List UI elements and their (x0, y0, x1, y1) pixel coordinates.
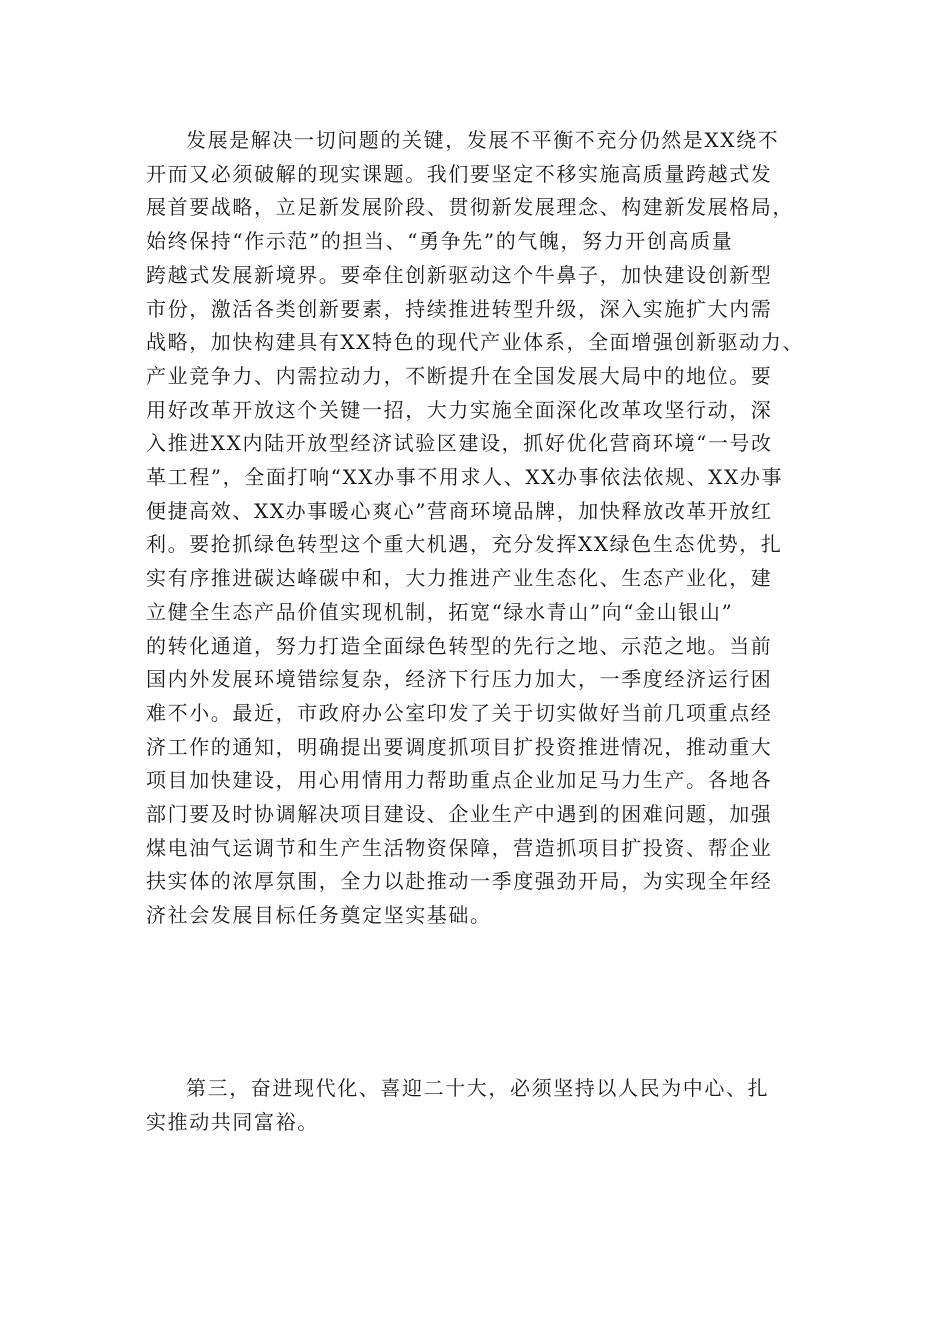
paragraph-line: 的转化通道，努力打造全面绿色转型的先行之地、示范之地。当前 (146, 633, 773, 658)
paragraph-line: 济社会发展目标任务奠定坚实基础。 (146, 903, 492, 928)
paragraph-line: 实有序推进碳达峰碳中和，大力推进产业生态化、生态产业化，建 (146, 566, 773, 591)
paragraph-line: 跨越式发展新境界。要牵住创新驱动这个牛鼻子，加快建设创新型 (146, 262, 773, 287)
paragraph-line: 项目加快建设，用心用情用力帮助重点企业加足马力生产。各地各 (146, 768, 773, 793)
paragraph-line: 入推进XX内陆开放型经济试验区建设，抓好优化营商环境“一号改 (146, 431, 773, 456)
paragraph-line: 济工作的通知，明确提出要调度抓项目扩投资推进情况，推动重大 (146, 734, 773, 759)
paragraph-line: 展首要战略，立足新发展阶段、贯彻新发展理念、构建新发展格局， (146, 195, 794, 220)
paragraph-line: 便捷高效、XX办事暖心爽心”营商环境品牌，加快释放改革开放红 (146, 498, 773, 523)
paragraph-line: 部门要及时协调解决项目建设、企业生产中遇到的困难问题，加强 (146, 802, 773, 827)
body-paragraph-2 (146, 1072, 769, 1139)
paragraph-line: 煤电油气运调节和生产生活物资保障，营造抓项目扩投资、帮企业 (146, 835, 773, 860)
paragraph-line: 发展是解决一切问题的关键，发展不平衡不充分仍然是XX绕不 (186, 128, 780, 152)
paragraph-line: 市份，激活各类创新要素，持续推进转型升级，深入实施扩大内需 (146, 296, 773, 321)
paragraph-line: 实推动共同富裕。 (146, 1109, 319, 1134)
paragraph-line: 产业竞争力、内需拉动力，不断提升在全国发展大局中的地位。要 (146, 363, 773, 388)
paragraph-line: 利。要抢抓绿色转型这个重大机遇，充分发挥XX绿色生态优势，扎 (146, 532, 783, 557)
paragraph-line: 开而又必须破解的现实课题。我们要坚定不移实施高质量跨越式发 (146, 161, 773, 186)
paragraph-line: 国内外发展环境错综复杂，经济下行压力加大，一季度经济运行困 (146, 667, 773, 692)
paragraph-line: 用好改革开放这个关键一招，大力实施全面深化改革攻坚行动，深 (146, 397, 773, 422)
paragraph-line: 战略，加快构建具有XX特色的现代产业体系，全面增强创新驱动力、 (146, 330, 805, 355)
body-paragraph-1 (146, 124, 804, 933)
paragraph-line: 第三，奋进现代化、喜迎二十大，必须坚持以人民为中心、扎 (186, 1076, 770, 1100)
paragraph-line: 立健全生态产品价值实现机制，拓宽“绿水青山”向“金山银山” (146, 599, 734, 624)
paragraph-line: 革工程”，全面打响“XX办事不用求人、XX办事依法依规、XX办事 (146, 465, 784, 490)
paragraph-line: 扶实体的浓厚氛围，全力以赴推动一季度强劲开局，为实现全年经 (146, 869, 773, 894)
paragraph-line: 始终保持“作示范”的担当、“勇争先”的气魄，努力开创高质量 (146, 229, 734, 254)
paragraph-line: 难不小。最近，市政府办公室印发了关于切实做好当前几项重点经 (146, 700, 773, 725)
